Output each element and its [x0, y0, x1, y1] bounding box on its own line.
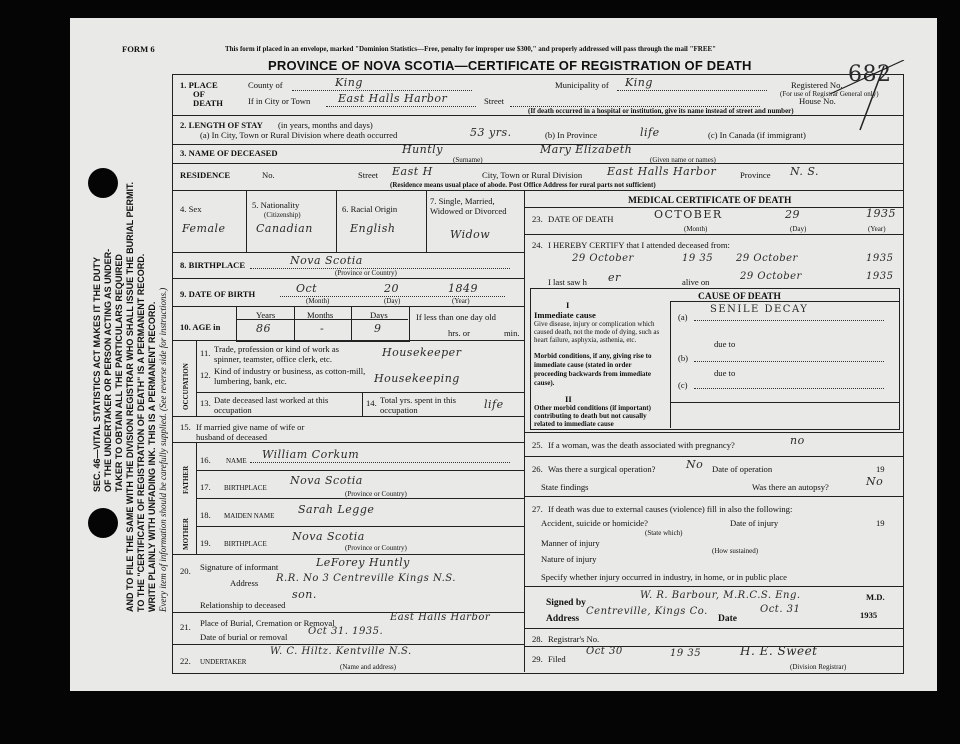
informant-address-label: Address — [230, 578, 259, 588]
burial-date-label: Date of burial or removal — [200, 632, 288, 642]
undertaker-value: W. C. Hiltz. Kentville N.S. — [270, 646, 412, 657]
burial-place-label: Place of Burial, Cremation or Removal — [200, 618, 335, 628]
burial-date-value: Oct 31. 1935. — [308, 626, 384, 637]
q13-label: Date deceased last worked at this occupation — [214, 395, 329, 415]
county-label: County of — [248, 80, 283, 90]
filed-value: Oct 30 — [586, 646, 623, 657]
residence-label: RESIDENCE — [180, 170, 231, 180]
place-label: 1. PLACE — [180, 80, 218, 90]
date-injury-label: Date of injury — [730, 518, 779, 528]
reg-no-label: Registrar's No. — [548, 634, 600, 644]
death-day: 29 — [785, 208, 800, 221]
q28-num: 28. — [532, 634, 543, 644]
min-label: min. — [504, 328, 520, 338]
dob-year-caption: (Year) — [452, 297, 470, 305]
stay-b-label: (b) In Province — [545, 130, 598, 140]
q13-num: 13. — [200, 398, 211, 408]
cause-b-label: (b) — [678, 353, 689, 363]
page-title: PROVINCE OF NOVA SCOTIA—CERTIFICATE OF REGISTRATION OF DEATH — [268, 58, 752, 73]
last-saw-value: er — [608, 271, 621, 284]
q23-num: 23. — [532, 214, 543, 224]
mother-name-label: MAIDEN NAME — [224, 512, 275, 520]
q17-num: 17. — [200, 482, 211, 492]
surname-caption: (Surname) — [453, 156, 483, 164]
racial-value: English — [350, 222, 396, 235]
father-name-value: William Corkum — [262, 448, 360, 461]
dob-month-caption: (Month) — [306, 297, 330, 305]
city-town-value: East Halls Harbor — [338, 92, 448, 105]
envelope-notice: This form if placed in an envelope, marked "Dominion Statistics—Free, penalty for improper use $300," and properly addressed will pass through the mail "FREE" — [225, 45, 717, 53]
death-month: OCTOBER — [654, 208, 723, 221]
q15-num: 15. — [180, 422, 191, 432]
q27-label: If death was due to external causes (violence) fill in also the following: — [548, 504, 793, 514]
q22-num: 22. — [180, 656, 191, 666]
marital-value: Widow — [450, 228, 491, 241]
relationship-value: son. — [292, 588, 317, 601]
registered-no-value: 682 — [848, 62, 892, 87]
sex-label: 4. Sex — [180, 204, 202, 214]
attended-from: 29 October — [572, 253, 634, 264]
house-no-label: House No. — [799, 96, 836, 106]
punch-hole-bottom — [88, 508, 118, 538]
q25-label: If a woman, was the death associated with pregnancy? — [548, 440, 735, 450]
residence-city-label: City, Town or Rural Division — [482, 170, 583, 180]
mother-birthplace-caption: (Province or Country) — [345, 544, 407, 552]
father-name-label: NAME — [226, 457, 247, 465]
medical-header: MEDICAL CERTIFICATE OF DEATH — [628, 196, 792, 206]
morbid-label: Morbid conditions, if any, giving rise to immediate cause (stated in order proceeding backwards from immediate cause). — [534, 352, 652, 387]
q12-value: Housekeeping — [374, 372, 460, 385]
attended-to-year: 1935 — [866, 253, 894, 264]
given-name-value: Mary Elizabeth — [540, 143, 633, 156]
age-years-label: Years — [256, 310, 276, 320]
certify-label: I HEREBY CERTIFY that I attended deceased from: — [548, 240, 730, 250]
father-birthplace-value: Nova Scotia — [290, 474, 363, 487]
q12-num: 12. — [200, 370, 211, 380]
q26-num: 26. — [532, 464, 543, 474]
attended-from-year: 19 35 — [682, 253, 714, 264]
age-months-value: - — [320, 322, 325, 335]
immediate-cause-label: Immediate cause — [534, 310, 596, 320]
immediate-cause-desc: Give disease, injury or complication which caused death, not the mode of dying, such as heart failure, asphyxia, asthenia, etc. — [534, 320, 660, 344]
med-address-value: Centreville, Kings Co. — [586, 606, 708, 617]
form-number: FORM 6 — [122, 44, 155, 54]
burial-place-value: East Halls Harbor — [390, 612, 491, 623]
attended-to: 29 October — [736, 253, 798, 264]
q26-label: Was there a surgical operation? — [548, 464, 656, 474]
municipality-label: Municipality of — [555, 80, 609, 90]
q27-num: 27. — [532, 504, 543, 514]
death-year: 1935 — [866, 207, 896, 220]
q11-num: 11. — [200, 348, 211, 358]
sex-value: Female — [182, 222, 226, 235]
q15-label: If married give name of wife or husband of deceased — [196, 422, 305, 442]
nationality-sub: (Citizenship) — [264, 211, 301, 219]
father-side-label: FATHER — [182, 465, 190, 494]
dob-year: 1849 — [448, 282, 478, 295]
street-label: Street — [484, 96, 505, 106]
mother-birthplace-value: Nova Scotia — [292, 530, 365, 543]
q29-num: 29. — [532, 654, 543, 664]
age-label: 10. AGE in — [180, 322, 221, 332]
filed-year: 19 35 — [670, 648, 702, 659]
nature-label: Nature of injury — [541, 554, 597, 564]
other-morbid-label: Other morbid conditions (if important) contributing to death but not causally related to immediate cause — [534, 404, 651, 428]
age-months-label: Months — [307, 310, 334, 320]
informant-signature: LeForey Huntly — [316, 556, 410, 569]
alive-on-year: 1935 — [866, 271, 894, 282]
q16-num: 16. — [200, 455, 211, 465]
given-name-caption: (Given name or names) — [650, 156, 716, 164]
roman-one: I — [566, 300, 570, 310]
side-text-6: WRITE PLAINLY WITH UNFADING INK. THIS IS A PERMANENT RECORD. — [147, 301, 157, 612]
date-injury-year: 19 — [876, 518, 885, 528]
mother-side-label: MOTHER — [182, 518, 190, 550]
registrar-caption: (Division Registrar) — [790, 663, 847, 671]
occupation-side-label: OCCUPATION — [182, 363, 190, 410]
q21-num: 21. — [180, 622, 191, 632]
mother-name-value: Sarah Legge — [298, 503, 375, 516]
signed-label: Signed by — [546, 598, 586, 608]
q14-value: life — [484, 398, 504, 411]
marital-label: 7. Single, Married, Widowed or Divorced — [430, 196, 507, 216]
age-days-label: Days — [370, 310, 388, 320]
undertaker-caption: (Name and address) — [340, 663, 396, 671]
side-text-5: TO THE "CERTIFICATE OF REGISTRATION OF DEATH" IS A PERMANENT RECORD. — [136, 253, 146, 612]
death-month-caption: (Month) — [684, 225, 708, 233]
how-sustained-caption: (How sustained) — [712, 547, 759, 555]
residence-province-label: Province — [740, 170, 771, 180]
nationality-label: 5. Nationality — [252, 200, 300, 210]
registered-no-label: Registered No. — [791, 80, 843, 90]
death-date-label: DATE OF DEATH — [548, 214, 614, 224]
residence-street-label: Street — [358, 170, 379, 180]
due-to-2: due to — [714, 368, 736, 378]
signed-value: W. R. Barbour, M.R.C.S. Eng. — [640, 590, 801, 601]
mother-birthplace-label: BIRTHPLACE — [224, 540, 267, 548]
side-text-2: OF THE UNDERTAKER OR PERSON ACTING AS UNDER- — [103, 248, 113, 492]
date-op-year: 19 — [876, 464, 885, 474]
father-birthplace-caption: (Province or Country) — [345, 490, 407, 498]
q12-label: Kind of industry or business, as cotton-mill, lumbering, bank, etc. — [214, 366, 366, 386]
side-text-4: AND TO FILE THE SAME WITH THE DIVISION REGISTRAR WHO SHALL ISSUE THE BURIAL PERMIT. — [125, 181, 135, 612]
county-value: King — [335, 76, 363, 89]
residence-note: (Residence means usual place of abode. Post Office Address for rural parts not sufficient) — [390, 181, 656, 189]
med-date-label: Date — [718, 614, 737, 624]
cause-a-value: SENILE DECAY — [710, 304, 809, 315]
cause-c-label: (c) — [678, 380, 688, 390]
stay-a-value: 53 yrs. — [470, 126, 512, 139]
stay-a-label: (a) In City, Town or Rural Division where death occurred — [200, 130, 398, 140]
surname-value: Huntly — [402, 143, 443, 156]
father-birthplace-label: BIRTHPLACE — [224, 484, 267, 492]
state-which-caption: (State which) — [645, 529, 683, 537]
dob-day-caption: (Day) — [384, 297, 401, 305]
med-date-year: 1935 — [860, 610, 878, 620]
autopsy-value: No — [866, 475, 884, 488]
q24-num: 24. — [532, 240, 543, 250]
last-saw-label: I last saw h — [548, 277, 587, 287]
q20-num: 20. — [180, 566, 191, 576]
side-text-1: SEC. 46—VITAL STATISTICS ACT MAKES IT THE DUTY — [92, 256, 102, 492]
alive-on-label: alive on — [682, 277, 710, 287]
hrs-label: hrs. or — [448, 328, 470, 338]
q26-value: No — [686, 458, 704, 471]
informant-address: R.R. No 3 Centreville Kings N.S. — [276, 573, 456, 584]
autopsy-label: Was there an autopsy? — [752, 482, 829, 492]
med-address-label: Address — [546, 614, 580, 624]
nationality-value: Canadian — [256, 222, 313, 235]
municipality-value: King — [625, 76, 653, 89]
q18-num: 18. — [200, 510, 211, 520]
registrar-note: (For use of Registrar General only) — [780, 90, 879, 98]
specify-label: Specify whether injury occurred in industry, in home, or in public place — [541, 572, 787, 582]
dob-label: 9. DATE OF BIRTH — [180, 289, 256, 299]
birthplace-value: Nova Scotia — [290, 254, 363, 267]
alive-on-value: 29 October — [740, 271, 802, 282]
birthplace-label: 8. BIRTHPLACE — [180, 260, 246, 270]
hospital-note: (If death occurred in a hospital or institution, give its name instead of street and number) — [528, 107, 794, 115]
date-op-label: Date of operation — [712, 464, 773, 474]
death-day-caption: (Day) — [790, 225, 807, 233]
residence-street-value: East H — [392, 165, 433, 178]
name-label: 3. NAME OF DECEASED — [180, 148, 278, 158]
relationship-label: Relationship to deceased — [200, 600, 286, 610]
med-date-value: Oct. 31 — [760, 604, 801, 615]
age-days-value: 9 — [374, 322, 382, 335]
informant-sig-label: Signature of informant — [200, 562, 279, 572]
under-day-label: If less than one day old — [416, 312, 496, 322]
filed-label: Filed — [548, 654, 566, 664]
death-year-caption: (Year) — [868, 225, 886, 233]
q14-num: 14. — [366, 398, 377, 408]
birthplace-caption: (Province or Country) — [335, 269, 397, 277]
residence-province-value: N. S. — [790, 165, 820, 178]
undertaker-label: UNDERTAKER — [200, 658, 247, 666]
stay-c-label: (c) In Canada (if immigrant) — [708, 130, 806, 140]
q11-value: Housekeeper — [382, 346, 462, 359]
pen-mark — [800, 60, 910, 150]
stay-sub: (in years, months and days) — [278, 120, 373, 130]
age-years-value: 86 — [256, 322, 271, 335]
q11-label: Trade, profession or kind of work as spinner, teamster, office clerk, etc. — [214, 344, 339, 364]
accident-label: Accident, suicide or homicide? — [541, 518, 648, 528]
q25-value: no — [790, 434, 805, 447]
city-town-label: If in City or Town — [248, 96, 311, 106]
stay-b-value: life — [640, 126, 660, 139]
place-label-death: DEATH — [193, 98, 223, 108]
residence-city-value: East Halls Harbor — [607, 165, 717, 178]
q25-num: 25. — [532, 440, 543, 450]
q14-label: Total yrs. spent in this occupation — [380, 395, 457, 415]
place-label-of: OF — [193, 89, 205, 99]
punch-hole-top — [88, 168, 118, 198]
md-label: M.D. — [866, 592, 885, 602]
registrar-signature: H. E. Sweet — [740, 644, 818, 658]
cause-header: CAUSE OF DEATH — [698, 292, 781, 302]
racial-label: 6. Racial Origin — [342, 204, 398, 214]
manner-label: Manner of injury — [541, 538, 600, 548]
q19-num: 19. — [200, 538, 211, 548]
side-text-7: Every item of information should be carefully supplied. (See reverse side for instructions.) — [158, 287, 168, 612]
due-to-1: due to — [714, 339, 736, 349]
cause-a-label: (a) — [678, 312, 688, 322]
side-text-3: TAKER TO OBTAIN ALL THE PARTICULARS REQUIRED — [114, 254, 124, 492]
roman-two: II — [565, 394, 572, 404]
dob-day: 20 — [384, 282, 399, 295]
state-findings-label: State findings — [541, 482, 589, 492]
dob-month: Oct — [296, 282, 318, 295]
residence-no-label: No. — [262, 170, 275, 180]
stay-label: 2. LENGTH OF STAY — [180, 120, 263, 130]
